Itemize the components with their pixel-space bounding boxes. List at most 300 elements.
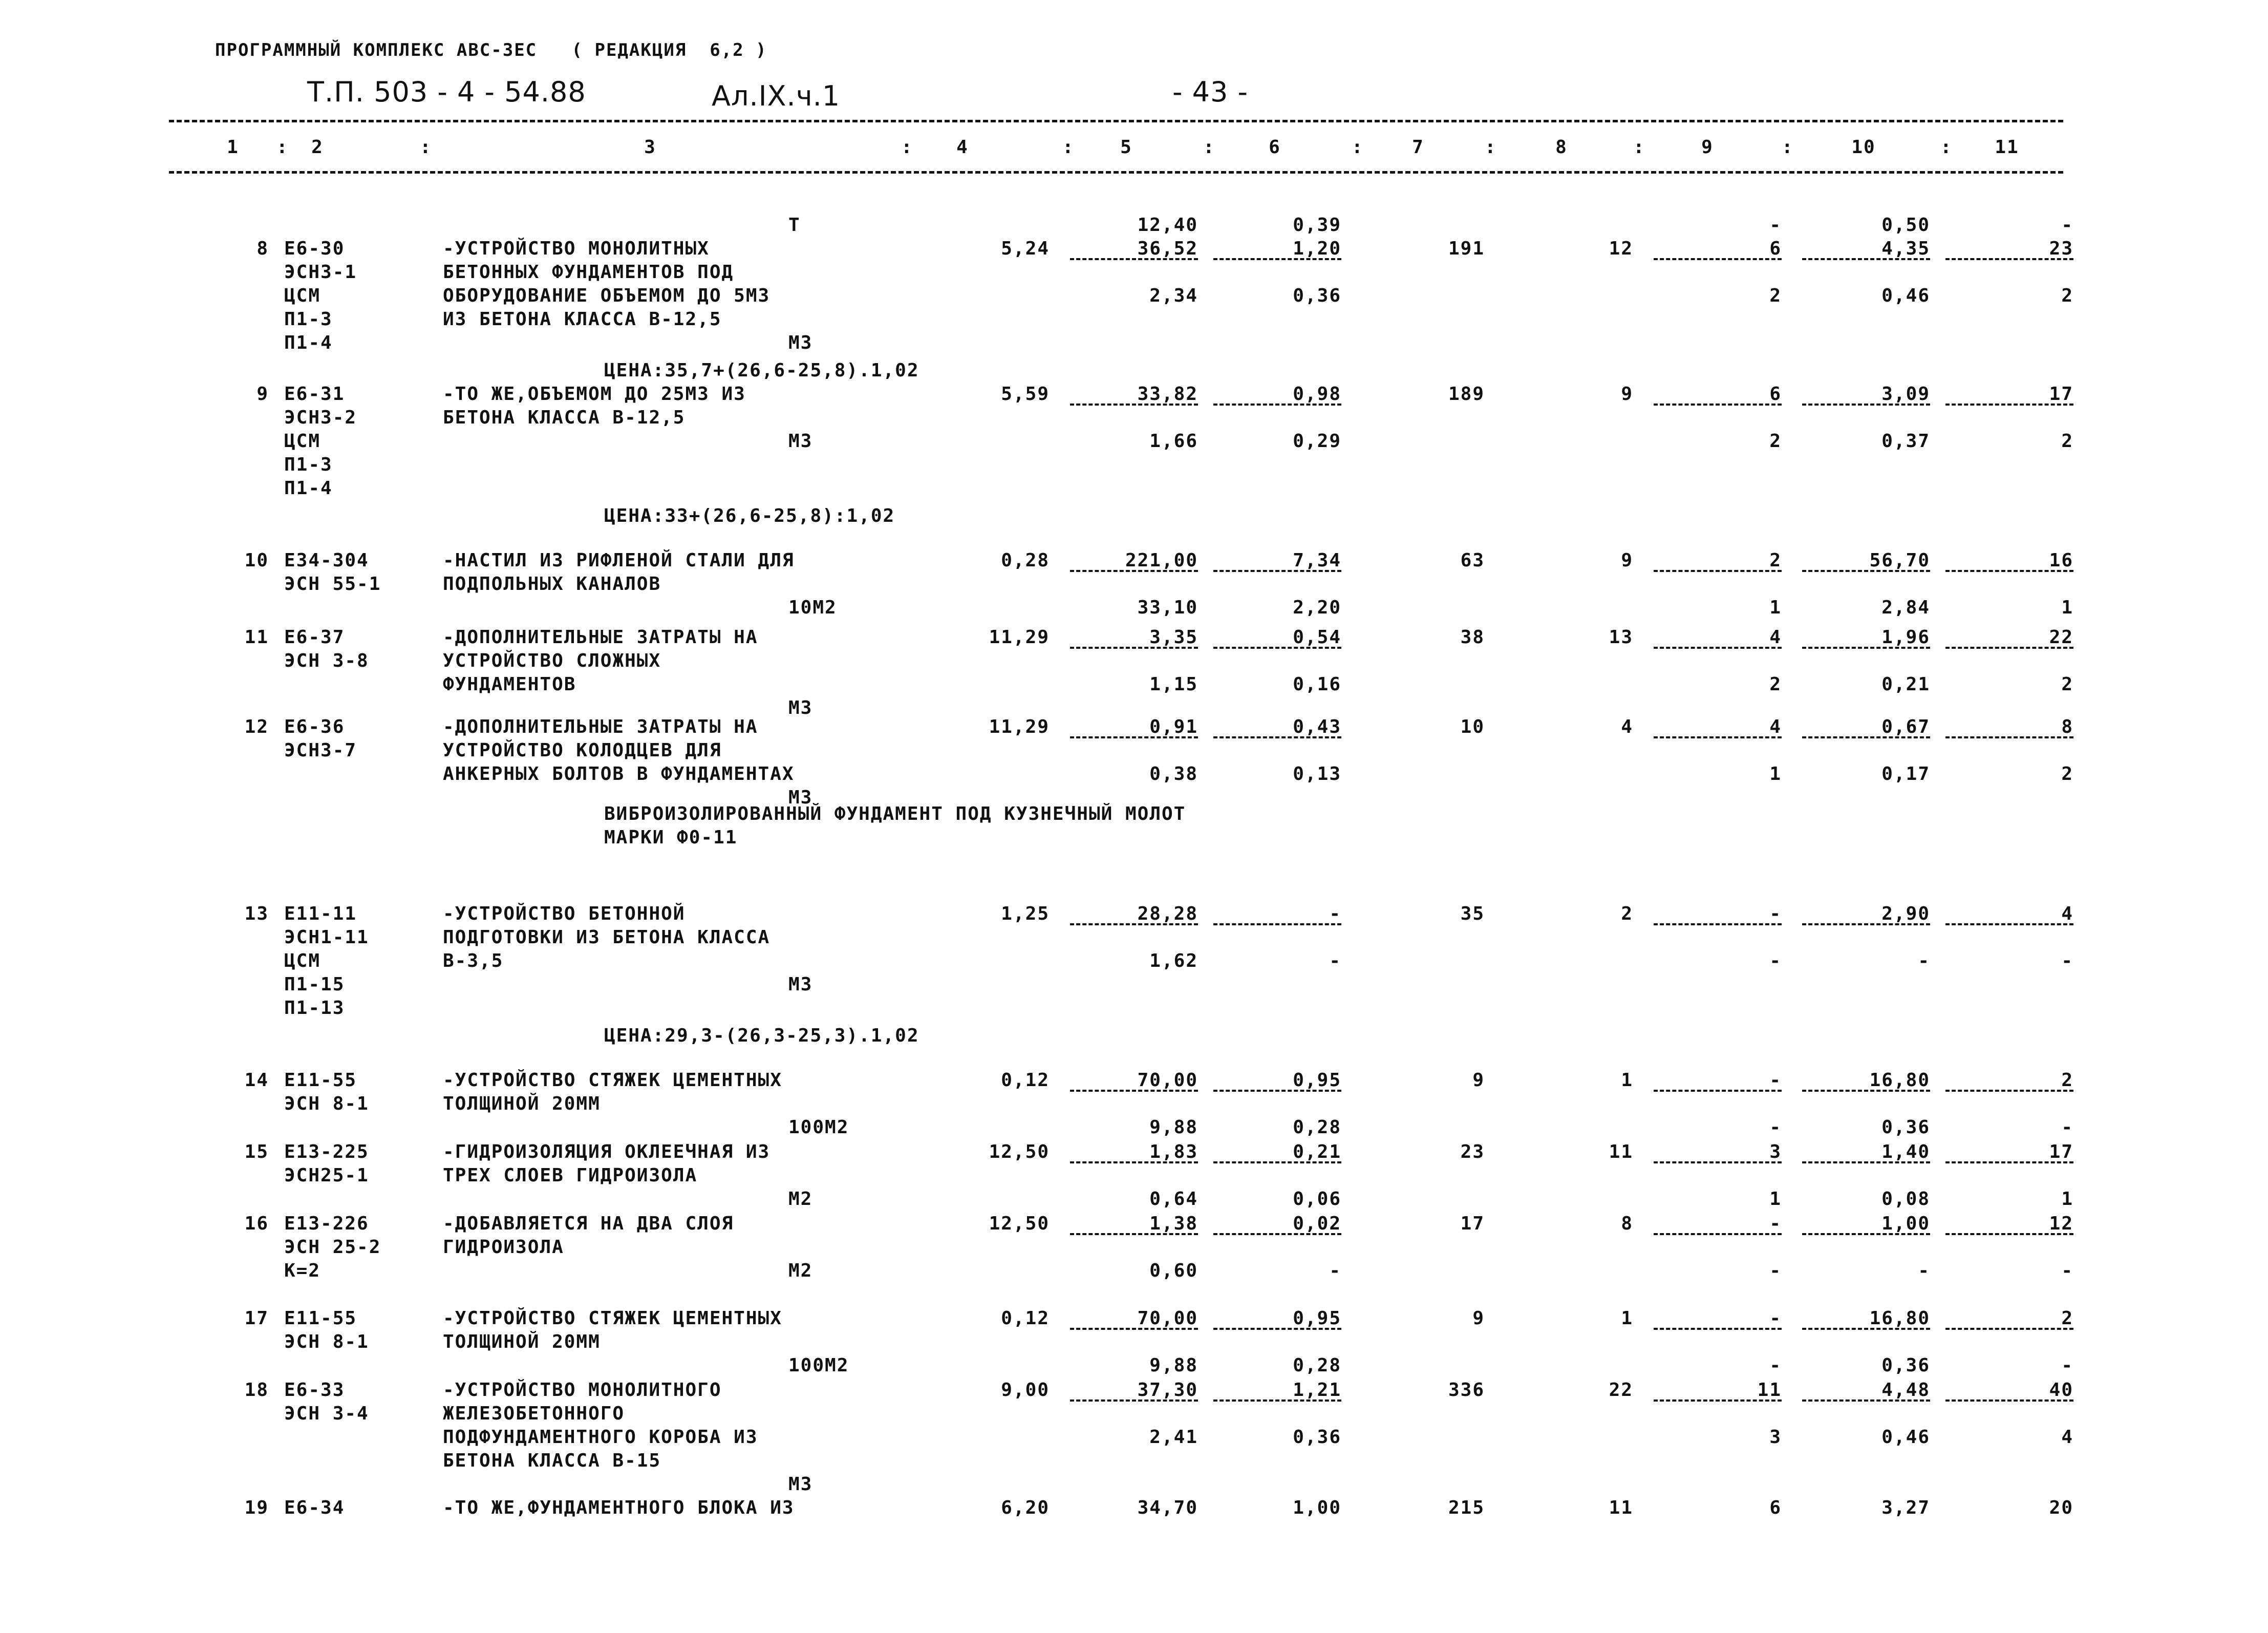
col9-value: 6 xyxy=(1769,238,1782,259)
subtotal-rule xyxy=(1654,736,1782,738)
unit-label: М3 xyxy=(788,332,813,353)
col7-value: 189 xyxy=(1448,384,1485,405)
row-number: 10 xyxy=(244,550,269,571)
norm-code: ЭСН 3-8 xyxy=(284,650,369,671)
col5-value: 1,83 xyxy=(1149,1141,1198,1162)
norm-code: Е11-55 xyxy=(284,1308,357,1329)
col9-value: 2 xyxy=(1769,285,1782,306)
col5-value: 70,00 xyxy=(1137,1070,1198,1091)
col11-value: 1 xyxy=(2061,1189,2073,1210)
subtotal-rule xyxy=(1802,1399,1930,1402)
col9-value: - xyxy=(1769,950,1782,971)
price-formula: ЦЕНА:29,3-(26,3-25,3).1,02 xyxy=(604,1025,919,1046)
col5-value: 1,38 xyxy=(1149,1213,1198,1234)
col11-value: 40 xyxy=(2049,1380,2073,1401)
norm-code: П1-15 xyxy=(284,974,345,995)
section-heading: МАРКИ Ф0-11 xyxy=(604,827,738,848)
col5-value: 3,35 xyxy=(1149,627,1198,648)
work-description: ОБОРУДОВАНИЕ ОБЪЕМОМ ДО 5М3 xyxy=(443,285,771,306)
norm-code: П1-13 xyxy=(284,998,345,1019)
col6-value: 0,95 xyxy=(1293,1308,1341,1329)
column-separator: : xyxy=(1352,137,1364,158)
subtotal-rule xyxy=(1802,923,1930,925)
col5-value: 33,82 xyxy=(1137,384,1198,405)
col9-value: 3 xyxy=(1769,1141,1782,1162)
col5-value: 34,70 xyxy=(1137,1497,1198,1518)
unit-label: М3 xyxy=(788,974,813,995)
column-separator: : xyxy=(276,137,289,158)
col6-value: 2,20 xyxy=(1293,597,1341,618)
subtotal-rule xyxy=(1213,923,1341,925)
col10-value: 0,21 xyxy=(1881,674,1930,695)
row-number: 15 xyxy=(244,1141,269,1162)
subtotal-rule xyxy=(1945,1399,2073,1402)
subtotal-rule xyxy=(1213,647,1341,649)
col10-value: 2,90 xyxy=(1881,903,1930,924)
col11-value: 1 xyxy=(2061,597,2073,618)
subtotal-rule xyxy=(1213,258,1341,260)
col9-value: 3 xyxy=(1769,1427,1782,1448)
col6-value: 0,39 xyxy=(1293,215,1341,236)
column-header-10: 10 xyxy=(1851,137,1876,158)
quantity-value: 12,50 xyxy=(989,1213,1050,1234)
work-description: УСТРОЙСТВО СЛОЖНЫХ xyxy=(443,650,661,671)
col11-value: - xyxy=(2061,1260,2073,1281)
subtotal-rule xyxy=(1945,404,2073,406)
norm-code: П1-4 xyxy=(284,332,333,353)
quantity-value: 5,59 xyxy=(1001,384,1050,405)
norm-code: ЭСН1-11 xyxy=(284,927,369,948)
subtotal-rule xyxy=(1213,1161,1341,1163)
col5-value: 1,62 xyxy=(1149,950,1198,971)
col7-value: 9 xyxy=(1472,1308,1485,1329)
col8-value: 4 xyxy=(1621,716,1633,737)
col9-value: 2 xyxy=(1769,431,1782,452)
header-rule-top xyxy=(169,120,2063,122)
subtotal-rule xyxy=(1213,570,1341,572)
norm-code: ЭСН 55-1 xyxy=(284,574,381,595)
col8-value: 11 xyxy=(1609,1141,1633,1162)
subtotal-rule xyxy=(1070,404,1198,406)
col10-value: 3,09 xyxy=(1881,384,1930,405)
row-number: 12 xyxy=(244,716,269,737)
norm-code: Е13-226 xyxy=(284,1213,369,1234)
subtotal-rule xyxy=(1945,1161,2073,1163)
subtotal-rule xyxy=(1654,404,1782,406)
col8-value: 1 xyxy=(1621,1070,1633,1091)
norm-code: Е34-304 xyxy=(284,550,369,571)
work-description: -ДОПОЛНИТЕЛЬНЫЕ ЗАТРАТЫ НА xyxy=(443,627,758,648)
subtotal-rule xyxy=(1654,258,1782,260)
col6-value: 0,43 xyxy=(1293,716,1341,737)
subtotal-rule xyxy=(1802,404,1930,406)
subtotal-rule xyxy=(1070,1161,1198,1163)
col6-value: - xyxy=(1329,1260,1341,1281)
col9-value: 1 xyxy=(1769,1189,1782,1210)
work-description: ГИДРОИЗОЛА xyxy=(443,1237,564,1258)
column-header-5: 5 xyxy=(1120,137,1132,158)
norm-code: Е6-34 xyxy=(284,1497,345,1518)
col8-value: 22 xyxy=(1609,1380,1633,1401)
subtotal-rule xyxy=(1945,1233,2073,1235)
col10-value: 0,46 xyxy=(1881,1427,1930,1448)
subtotal-rule xyxy=(1070,923,1198,925)
subtotal-rule xyxy=(1945,736,2073,738)
subtotal-rule xyxy=(1802,1090,1930,1092)
norm-code: Е6-33 xyxy=(284,1380,345,1401)
col8-value: 2 xyxy=(1621,903,1633,924)
row-number: 13 xyxy=(244,903,269,924)
col11-value: 4 xyxy=(2061,903,2073,924)
column-separator: : xyxy=(1940,137,1953,158)
subtotal-rule xyxy=(1070,647,1198,649)
column-header-3: 3 xyxy=(644,137,656,158)
work-description: -УСТРОЙСТВО СТЯЖЕК ЦЕМЕНТНЫХ xyxy=(443,1070,782,1091)
norm-code: П1-4 xyxy=(284,478,333,499)
column-header-8: 8 xyxy=(1555,137,1568,158)
col7-value: 10 xyxy=(1460,716,1485,737)
col10-value: 0,50 xyxy=(1881,215,1930,236)
col10-value: 16,80 xyxy=(1869,1070,1930,1091)
col8-value: 9 xyxy=(1621,550,1633,571)
quantity-value: 9,00 xyxy=(1001,1380,1050,1401)
subtotal-rule xyxy=(1070,1090,1198,1092)
col8-value: 8 xyxy=(1621,1213,1633,1234)
column-header-11: 11 xyxy=(1995,137,2019,158)
program-title: ПРОГРАММНЫЙ КОМПЛЕКС АВС-ЗЕС ( РЕДАКЦИЯ 6,2 ) xyxy=(215,40,767,60)
subtotal-rule xyxy=(1070,1328,1198,1330)
subtotal-rule xyxy=(1654,1161,1782,1163)
subtotal-rule xyxy=(1654,1399,1782,1402)
unit-label: 100М2 xyxy=(788,1355,849,1376)
unit-label: М3 xyxy=(788,1474,813,1495)
col8-value: 12 xyxy=(1609,238,1633,259)
col5-value: 2,34 xyxy=(1149,285,1198,306)
col6-value: 0,29 xyxy=(1293,431,1341,452)
col10-value: 1,40 xyxy=(1881,1141,1930,1162)
col5-value: 221,00 xyxy=(1125,550,1198,571)
column-header-9: 9 xyxy=(1701,137,1714,158)
col5-value: 36,52 xyxy=(1137,238,1198,259)
col10-value: 1,96 xyxy=(1881,627,1930,648)
col11-value: 23 xyxy=(2049,238,2073,259)
norm-code: ЭСНЗ-7 xyxy=(284,740,357,761)
col5-value: 9,88 xyxy=(1149,1355,1198,1376)
col9-value: - xyxy=(1769,1213,1782,1234)
work-description: -ДОБАВЛЯЕТСЯ НА ДВА СЛОЯ xyxy=(443,1213,734,1234)
subtotal-rule xyxy=(1070,570,1198,572)
norm-code: ЭСНЗ-1 xyxy=(284,262,357,283)
col9-value: 2 xyxy=(1769,674,1782,695)
work-description: ТРЕХ СЛОЕВ ГИДРОИЗОЛА xyxy=(443,1165,698,1186)
col5-value: 0,91 xyxy=(1149,716,1198,737)
col10-value: 0,37 xyxy=(1881,431,1930,452)
work-description: АНКЕРНЫХ БОЛТОВ В ФУНДАМЕНТАХ xyxy=(443,764,795,784)
section-heading: ВИБРОИЗОЛИРОВАННЫЙ ФУНДАМЕНТ ПОД КУЗНЕЧНЫЙ МОЛОТ xyxy=(604,803,1186,824)
col11-value: 2 xyxy=(2061,674,2073,695)
work-description: -ТО ЖЕ,ФУНДАМЕНТНОГО БЛОКА ИЗ xyxy=(443,1497,795,1518)
col5-value: 37,30 xyxy=(1137,1380,1198,1401)
row-number: 9 xyxy=(256,384,269,405)
col6-value: 0,54 xyxy=(1293,627,1341,648)
col11-value: 2 xyxy=(2061,1308,2073,1329)
col10-value: - xyxy=(1918,1260,1930,1281)
page-number: - 43 - xyxy=(1172,76,1249,108)
col10-value: 16,80 xyxy=(1869,1308,1930,1329)
col5-value: 12,40 xyxy=(1137,215,1198,236)
price-formula: ЦЕНА:33+(26,6-25,8):1,02 xyxy=(604,505,895,526)
album-label: Ал.IX.ч.1 xyxy=(712,80,841,112)
column-header-6: 6 xyxy=(1269,137,1281,158)
norm-code: ЭСН 3-4 xyxy=(284,1403,369,1424)
norm-code: Е11-11 xyxy=(284,903,357,924)
col11-value: 2 xyxy=(2061,1070,2073,1091)
column-separator: : xyxy=(1782,137,1794,158)
col9-value: - xyxy=(1769,1260,1782,1281)
norm-code: ЦСМ xyxy=(284,431,321,452)
col6-value: 0,28 xyxy=(1293,1117,1341,1138)
col6-value: - xyxy=(1329,903,1341,924)
col9-value: - xyxy=(1769,1070,1782,1091)
col11-value: - xyxy=(2061,1355,2073,1376)
col6-value: 1,21 xyxy=(1293,1380,1341,1401)
col10-value: 4,35 xyxy=(1881,238,1930,259)
col10-value: 1,00 xyxy=(1881,1213,1930,1234)
column-separator: : xyxy=(1062,137,1075,158)
col10-value: 0,46 xyxy=(1881,285,1930,306)
col11-value: 8 xyxy=(2061,716,2073,737)
work-description: В-3,5 xyxy=(443,950,504,971)
column-header-7: 7 xyxy=(1412,137,1424,158)
row-number: 11 xyxy=(244,627,269,648)
col5-value: 0,38 xyxy=(1149,764,1198,784)
col6-value: 0,06 xyxy=(1293,1189,1341,1210)
unit-label: 10М2 xyxy=(788,597,837,618)
col9-value: 2 xyxy=(1769,550,1782,571)
col7-value: 23 xyxy=(1460,1141,1485,1162)
col6-value: 0,36 xyxy=(1293,1427,1341,1448)
col5-value: 9,88 xyxy=(1149,1117,1198,1138)
col8-value: 13 xyxy=(1609,627,1633,648)
work-description: ФУНДАМЕНТОВ xyxy=(443,674,576,695)
col7-value: 35 xyxy=(1460,903,1485,924)
norm-code: ЭСНЗ-2 xyxy=(284,407,357,428)
subtotal-rule xyxy=(1654,647,1782,649)
subtotal-rule xyxy=(1945,647,2073,649)
column-header-4: 4 xyxy=(956,137,969,158)
work-description: ПОДГОТОВКИ ИЗ БЕТОНА КЛАССА xyxy=(443,927,771,948)
col9-value: 1 xyxy=(1769,764,1782,784)
col5-value: 28,28 xyxy=(1137,903,1198,924)
col11-value: 17 xyxy=(2049,1141,2073,1162)
col5-value: 33,10 xyxy=(1137,597,1198,618)
work-description: БЕТОНА КЛАССА В-15 xyxy=(443,1450,661,1471)
col11-value: 22 xyxy=(2049,627,2073,648)
quantity-value: 11,29 xyxy=(989,716,1050,737)
col5-value: 0,60 xyxy=(1149,1260,1198,1281)
quantity-value: 12,50 xyxy=(989,1141,1050,1162)
col9-value: - xyxy=(1769,1117,1782,1138)
subtotal-rule xyxy=(1213,1328,1341,1330)
col7-value: 191 xyxy=(1448,238,1485,259)
work-description: -ДОПОЛНИТЕЛЬНЫЕ ЗАТРАТЫ НА xyxy=(443,716,758,737)
col10-value: 0,36 xyxy=(1881,1117,1930,1138)
subtotal-rule xyxy=(1802,736,1930,738)
unit-label: М2 xyxy=(788,1189,813,1210)
col7-value: 63 xyxy=(1460,550,1485,571)
norm-code: ЦСМ xyxy=(284,285,321,306)
col6-value: 0,21 xyxy=(1293,1141,1341,1162)
col6-value: 0,98 xyxy=(1293,384,1341,405)
col9-value: 1 xyxy=(1769,597,1782,618)
col9-value: 11 xyxy=(1757,1380,1782,1401)
col9-value: 6 xyxy=(1769,384,1782,405)
col7-value: 215 xyxy=(1448,1497,1485,1518)
col11-value: 4 xyxy=(2061,1427,2073,1448)
work-description: ЖЕЛЕЗОБЕТОННОГО xyxy=(443,1403,625,1424)
col10-value: 0,17 xyxy=(1881,764,1930,784)
norm-code: К=2 xyxy=(284,1260,321,1281)
row-number: 17 xyxy=(244,1308,269,1329)
row-number: 8 xyxy=(256,238,269,259)
col11-value: 16 xyxy=(2049,550,2073,571)
norm-code: ЭСН25-1 xyxy=(284,1165,369,1186)
unit-label: М3 xyxy=(788,431,813,452)
col8-value: 11 xyxy=(1609,1497,1633,1518)
quantity-value: 0,28 xyxy=(1001,550,1050,571)
norm-code: Е13-225 xyxy=(284,1141,369,1162)
unit-label: Т xyxy=(788,215,801,236)
col9-value: - xyxy=(1769,215,1782,236)
work-description: -ТО ЖЕ,ОБЪЕМОМ ДО 25М3 ИЗ xyxy=(443,384,746,405)
col9-value: - xyxy=(1769,1308,1782,1329)
col9-value: 4 xyxy=(1769,627,1782,648)
col6-value: 0,02 xyxy=(1293,1213,1341,1234)
unit-label: М3 xyxy=(788,787,813,808)
subtotal-rule xyxy=(1945,570,2073,572)
subtotal-rule xyxy=(1654,570,1782,572)
quantity-value: 6,20 xyxy=(1001,1497,1050,1518)
col5-value: 70,00 xyxy=(1137,1308,1198,1329)
work-description: -ГИДРОИЗОЛЯЦИЯ ОКЛЕЕЧНАЯ ИЗ xyxy=(443,1141,771,1162)
col6-value: 0,16 xyxy=(1293,674,1341,695)
subtotal-rule xyxy=(1070,736,1198,738)
subtotal-rule xyxy=(1802,258,1930,260)
work-description: ИЗ БЕТОНА КЛАССА В-12,5 xyxy=(443,309,722,330)
column-separator: : xyxy=(1203,137,1215,158)
col5-value: 1,66 xyxy=(1149,431,1198,452)
row-number: 19 xyxy=(244,1497,269,1518)
column-header-2: 2 xyxy=(311,137,324,158)
norm-code: Е6-36 xyxy=(284,716,345,737)
col10-value: 56,70 xyxy=(1869,550,1930,571)
subtotal-rule xyxy=(1654,1090,1782,1092)
subtotal-rule xyxy=(1654,1328,1782,1330)
col7-value: 38 xyxy=(1460,627,1485,648)
col5-value: 0,64 xyxy=(1149,1189,1198,1210)
document-code: Т.П. 503 - 4 - 54.88 xyxy=(307,76,586,108)
column-header-1: 1 xyxy=(227,137,239,158)
col7-value: 9 xyxy=(1472,1070,1485,1091)
col6-value: 1,20 xyxy=(1293,238,1341,259)
subtotal-rule xyxy=(1213,736,1341,738)
subtotal-rule xyxy=(1802,570,1930,572)
col6-value: 0,36 xyxy=(1293,285,1341,306)
col11-value: 2 xyxy=(2061,431,2073,452)
row-number: 18 xyxy=(244,1380,269,1401)
subtotal-rule xyxy=(1802,647,1930,649)
col5-value: 1,15 xyxy=(1149,674,1198,695)
work-description: -УСТРОЙСТВО МОНОЛИТНЫХ xyxy=(443,238,710,259)
col6-value: - xyxy=(1329,950,1341,971)
norm-code: Е6-30 xyxy=(284,238,345,259)
quantity-value: 1,25 xyxy=(1001,903,1050,924)
col9-value: - xyxy=(1769,1355,1782,1376)
row-number: 16 xyxy=(244,1213,269,1234)
subtotal-rule xyxy=(1945,1090,2073,1092)
norm-code: ЭСН 8-1 xyxy=(284,1093,369,1114)
col8-value: 9 xyxy=(1621,384,1633,405)
subtotal-rule xyxy=(1070,258,1198,260)
col5-value: 2,41 xyxy=(1149,1427,1198,1448)
subtotal-rule xyxy=(1802,1161,1930,1163)
header-rule-bottom xyxy=(169,171,2063,174)
column-separator: : xyxy=(1633,137,1645,158)
col10-value: 4,48 xyxy=(1881,1380,1930,1401)
column-separator: : xyxy=(420,137,432,158)
work-description: БЕТОННЫХ ФУНДАМЕНТОВ ПОД xyxy=(443,262,734,283)
quantity-value: 5,24 xyxy=(1001,238,1050,259)
col10-value: 0,67 xyxy=(1881,716,1930,737)
subtotal-rule xyxy=(1945,923,2073,925)
subtotal-rule xyxy=(1213,1090,1341,1092)
col11-value: 2 xyxy=(2061,764,2073,784)
work-description: БЕТОНА КЛАССА В-12,5 xyxy=(443,407,686,428)
col6-value: 1,00 xyxy=(1293,1497,1341,1518)
price-formula: ЦЕНА:35,7+(26,6-25,8).1,02 xyxy=(604,360,919,381)
col6-value: 7,34 xyxy=(1293,550,1341,571)
norm-code: Е11-55 xyxy=(284,1070,357,1091)
col9-value: - xyxy=(1769,903,1782,924)
column-separator: : xyxy=(901,137,913,158)
col8-value: 1 xyxy=(1621,1308,1633,1329)
work-description: ТОЛЩИНОЙ 20ММ xyxy=(443,1331,601,1352)
norm-code: ЭСН 25-2 xyxy=(284,1237,381,1258)
subtotal-rule xyxy=(1802,1328,1930,1330)
work-description: ТОЛЩИНОЙ 20ММ xyxy=(443,1093,601,1114)
row-number: 14 xyxy=(244,1070,269,1091)
subtotal-rule xyxy=(1654,923,1782,925)
unit-label: 100М2 xyxy=(788,1117,849,1138)
norm-code: П1-3 xyxy=(284,309,333,330)
subtotal-rule xyxy=(1802,1233,1930,1235)
col10-value: 0,08 xyxy=(1881,1189,1930,1210)
subtotal-rule xyxy=(1945,1328,2073,1330)
col11-value: 20 xyxy=(2049,1497,2073,1518)
work-description: УСТРОЙСТВО КОЛОДЦЕВ ДЛЯ xyxy=(443,740,722,761)
column-separator: : xyxy=(1485,137,1497,158)
work-description: -НАСТИЛ ИЗ РИФЛЕНОЙ СТАЛИ ДЛЯ xyxy=(443,550,795,571)
work-description: -УСТРОЙСТВО МОНОЛИТНОГО xyxy=(443,1380,722,1401)
col6-value: 0,95 xyxy=(1293,1070,1341,1091)
col10-value: 2,84 xyxy=(1881,597,1930,618)
col7-value: 17 xyxy=(1460,1213,1485,1234)
quantity-value: 0,12 xyxy=(1001,1070,1050,1091)
subtotal-rule xyxy=(1213,1399,1341,1402)
norm-code: ЦСМ xyxy=(284,950,321,971)
subtotal-rule xyxy=(1654,1233,1782,1235)
norm-code: П1-3 xyxy=(284,454,333,475)
